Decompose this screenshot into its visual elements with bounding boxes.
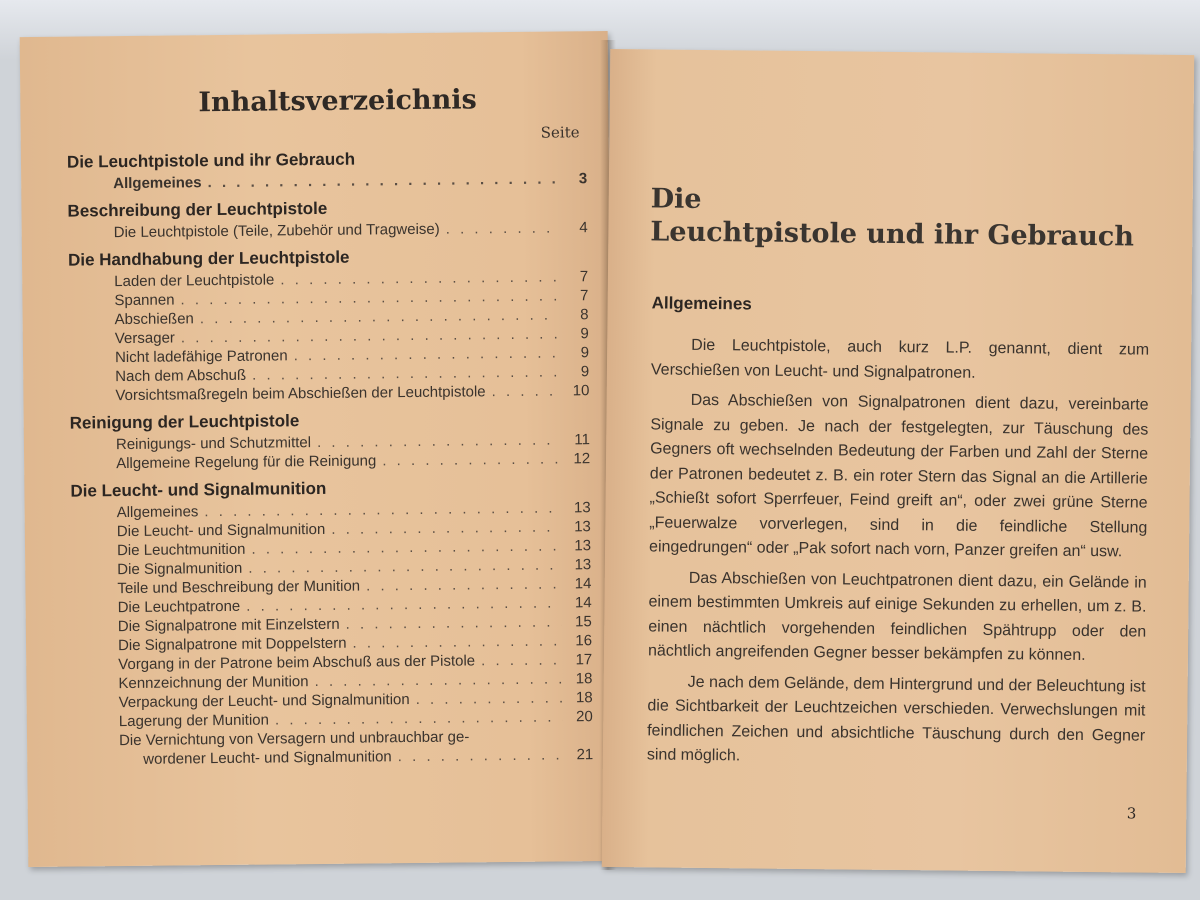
- chapter-title: [650, 183, 1134, 252]
- toc-entry-label: Allgemeine Regelung für die Reinigung: [116, 452, 377, 473]
- toc-entry-label: Die Leuchtpistole (Teile, Zubehör und Tragweise): [113, 220, 440, 242]
- toc-entry: [67, 169, 587, 193]
- toc-section-heading: Die Handhabung der Leuchtpistole: [67, 247, 350, 270]
- toc-entry: [70, 449, 590, 473]
- toc-entry-page: 14: [574, 594, 592, 612]
- toc-entry-label: Die Leucht- und Signalmunition: [116, 520, 326, 541]
- toc-leader-dots: [366, 574, 562, 595]
- toc-entry-label: Die Signalmunition: [117, 559, 243, 579]
- toc-entry-label: Vorsichtsmaßregeln beim Abschießen der Leuchtpistole: [115, 383, 486, 405]
- toc-leader-dots: [492, 381, 560, 401]
- toc-entry-page: 7: [579, 268, 589, 286]
- toc-entry-label: Teile und Beschreibung der Munition: [117, 577, 361, 598]
- right-page: [602, 49, 1195, 873]
- toc-entry-page: 10: [572, 382, 590, 400]
- paragraph: Das Abschießen von Leuchtpatronen dient dazu, ein Gelände in einem bestimmten Umkreis auf einige Sekunden zu erhellen, um z. B. einen nächtlich vorgehenden feindlichen Spähtrupp oder den nächtlich angreifenden Gegner besser bekämpfen zu können.: [647, 569, 1147, 664]
- toc-leader-dots: [416, 688, 563, 709]
- toc-entry-label: Die Leuchtmunition: [116, 540, 246, 560]
- toc-entry-label: Nicht ladefähige Patronen: [114, 347, 288, 367]
- toc-entry-page: 20: [576, 708, 593, 726]
- toc-entry-label: Allgemeines: [116, 503, 199, 522]
- toc-entry-label: Die Vernichtung von Versagern und unbrauchbar ge-: [118, 728, 470, 750]
- toc-entry-label: Die Leuchtpatrone: [117, 597, 241, 617]
- toc-entry-page: 18: [575, 670, 593, 688]
- toc-entry-label: Laden der Leuchtpistole: [114, 271, 275, 291]
- toc-leader-dots: [207, 169, 557, 192]
- toc-entry-label: Nach dem Abschuß: [115, 366, 247, 386]
- toc-entry-page: 16: [575, 632, 593, 650]
- seite-label: Seite: [540, 123, 580, 142]
- toc-entry: [69, 381, 589, 405]
- toc-leader-dots: [446, 218, 558, 238]
- page-number: 3: [1126, 804, 1137, 823]
- paragraph: Die Leuchtpistole, auch kurz L.P. genannt, dient zum Verschießen von Leucht- und Signalpatronen.: [650, 336, 1150, 382]
- toc-entry-label: Abschießen: [114, 310, 194, 329]
- toc-section-heading: Beschreibung der Leuchtpistole: [67, 198, 328, 221]
- toc-entry-page: 3: [578, 170, 588, 188]
- toc-entry-page: 15: [575, 613, 592, 631]
- toc-leader-dots: [481, 650, 562, 670]
- table-of-contents: [67, 139, 594, 769]
- toc-leader-dots: [346, 612, 562, 633]
- toc-entry-label: Kennzeichnung der Munition: [118, 673, 309, 693]
- toc-entry-page: 9: [580, 325, 589, 343]
- toc-entry-page: 21: [576, 746, 594, 764]
- section-subheading: Allgemeines: [651, 293, 752, 314]
- toc-entry-label: Lagerung der Munition: [118, 711, 270, 731]
- toc-entry-label: Allgemeines: [113, 174, 202, 193]
- paragraph: Das Abschießen von Signalpatronen dient dazu, vereinbarte Signale zu geben. Je nach der festgelegten, zur Täuschung des Gegners oft wechselnden Bedeutung der Farben und Zahl der Sterne der Patronen bedeutet z. B. ein roter Stern das Signal an die Artillerie „Schießt sofort Sperrfeuer, Feind greift an“, oder zwei grüne Sterne „Feuerwalze vorverlegen, sind in die feindliche Stellung eingedrungen“ oder „Pak sofort nach vorn, Panzer greifen an“ usw.: [648, 391, 1149, 561]
- toc-leader-dots: [275, 707, 563, 729]
- toc-entry-page: 8: [580, 306, 589, 324]
- toc-section-heading: Reinigung der Leuchtpistole: [69, 411, 300, 433]
- toc-leader-dots: [317, 430, 560, 452]
- toc-entry-page: 9: [580, 344, 590, 362]
- toc-entry: [73, 745, 593, 769]
- toc-entry-label: Vorgang in der Patrone beim Abschuß aus der Pistole: [118, 652, 476, 674]
- chapter-title-line2: Leuchtpistole und ihr Gebrauch: [650, 216, 1135, 253]
- toc-entry-label: Reinigungs- und Schutzmittel: [115, 434, 312, 454]
- toc-entry-label: Die Signalpatrone mit Einzelstern: [117, 615, 340, 636]
- toc-leader-dots: [398, 745, 564, 766]
- toc-entry-page: 13: [574, 537, 592, 555]
- toc-entry-page: 14: [574, 575, 592, 593]
- toc-leader-dots: [352, 631, 562, 652]
- toc-section-heading: Die Leucht- und Signalmunition: [70, 478, 327, 501]
- toc-entry-page: 13: [574, 518, 591, 536]
- toc-entry-label: Die Signalpatrone mit Doppelstern: [117, 634, 347, 655]
- toc-title: Inhaltsverzeichnis: [198, 84, 477, 119]
- toc-entry-page: 18: [575, 689, 593, 707]
- toc-entry-page: 11: [574, 431, 591, 449]
- toc-entry-label: Versager: [114, 329, 175, 348]
- chapter-title-line1: Die: [650, 183, 702, 215]
- toc-leader-dots: [475, 740, 563, 741]
- toc-entry-page: 4: [579, 219, 588, 237]
- toc-entry-page: 7: [579, 287, 589, 305]
- toc-leader-dots: [314, 669, 562, 691]
- toc-entry-page: 9: [580, 363, 590, 381]
- body-text: [647, 333, 1150, 779]
- toc-entry-label: Spannen: [114, 291, 175, 310]
- toc-entry-page: 13: [574, 556, 592, 574]
- toc-entry-page: 13: [573, 499, 591, 517]
- left-page: [20, 31, 617, 867]
- toc-leader-dots: [331, 517, 561, 538]
- toc-entry-label: wordener Leucht- und Signalmunition: [143, 748, 392, 768]
- toc-section-heading: Die Leuchtpistole und ihr Gebrauch: [66, 149, 356, 172]
- toc-leader-dots: [382, 449, 560, 470]
- paragraph: Je nach dem Gelände, dem Hintergrund und der Beleuchtung ist die Sichtbarkeit der Leuchtzeichen verschieden. Verwechslungen mit feindlichen Zeichen und absichtliche Täuschung durch den Gegner sind möglich.: [646, 673, 1146, 765]
- toc-entry: [68, 218, 588, 242]
- toc-entry-label: Verpackung der Leucht- und Signalmunition: [118, 691, 410, 712]
- toc-entry-page: 17: [575, 651, 593, 669]
- toc-entry-page: 12: [573, 450, 591, 468]
